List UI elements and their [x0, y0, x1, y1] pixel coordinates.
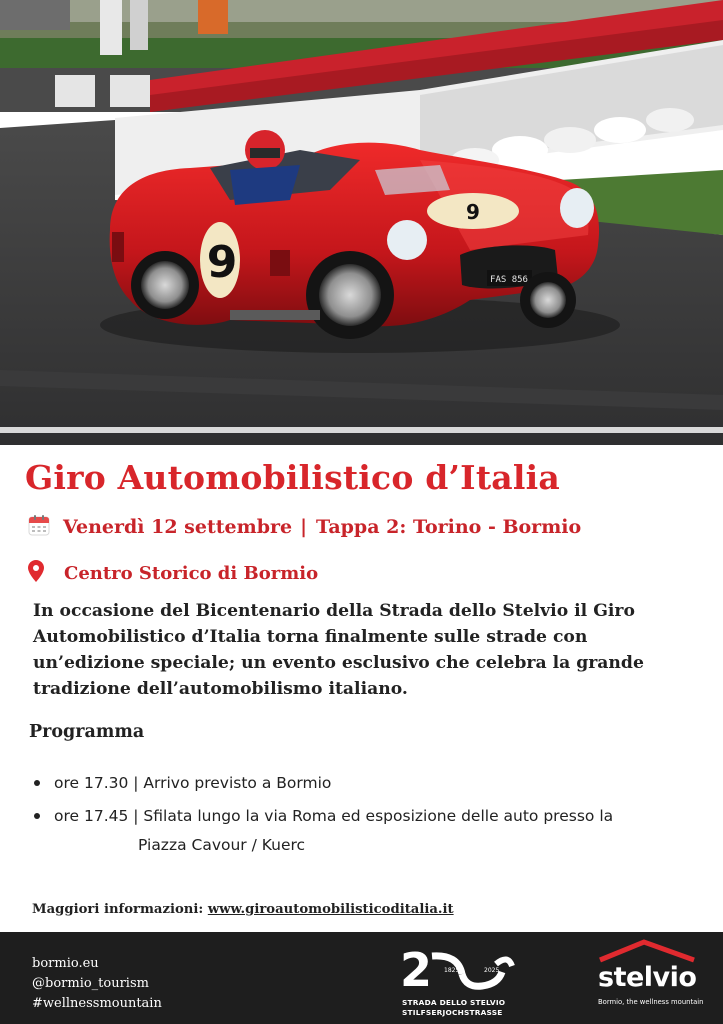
- bicentenary-200-icon: [400, 942, 520, 998]
- race-car-illustration: [0, 0, 723, 445]
- bicentenary-logo: [400, 942, 520, 1020]
- bullet-icon: [34, 813, 40, 819]
- date-stage-separator: |: [300, 516, 308, 538]
- program-item: [34, 801, 613, 834]
- license-plate: FAS 856: [490, 275, 528, 285]
- program-item-continuation: Piazza Cavour / Kuerc: [138, 836, 306, 854]
- year-end: 2025: [484, 967, 500, 974]
- stelvio-wordmark: stelvio: [598, 962, 697, 993]
- hero-photo: [0, 0, 723, 445]
- location-row: [28, 560, 318, 586]
- instagram-handle[interactable]: @bormio_tourism: [32, 976, 149, 991]
- mountain-icon: [594, 938, 704, 964]
- event-location: Centro Storico di Bormio: [64, 562, 319, 584]
- program-list: [34, 768, 613, 834]
- calendar-icon: [28, 514, 50, 540]
- website-link[interactable]: bormio.eu: [32, 956, 99, 971]
- bicentenary-line2: STILFSERJOCHSTRASSE: [402, 1008, 503, 1017]
- svg-text:2: 2: [400, 943, 433, 997]
- more-info-label: Maggiori informazioni:: [32, 902, 204, 917]
- stelvio-logo: [594, 938, 706, 1018]
- program-item-text: ore 17.45 | Sfilata lungo la via Roma ed esposizione delle auto presso la: [54, 807, 614, 825]
- car-number-front: 9: [466, 200, 480, 224]
- event-title: Giro Automobilistico d’Italia: [25, 458, 560, 497]
- bicentenary-line1: STRADA DELLO STELVIO: [402, 998, 506, 1007]
- program-item: [34, 768, 613, 801]
- stelvio-tagline: Bormio, the wellness mountain: [598, 998, 704, 1006]
- event-intro: In occasione del Bicentenario della Strada dello Stelvio il Giro Automobilistico d’Italia torna finalmente sulle strade con un’edizione speciale; un evento esclusivo che celebra la grande tradizione dell’automobilismo italiano.: [33, 601, 644, 699]
- social-links: [32, 954, 162, 1014]
- car-number-side: 9: [206, 237, 238, 288]
- location-pin-icon: [28, 560, 44, 586]
- date-row: [28, 514, 581, 540]
- event-website-link[interactable]: www.giroautomobilisticoditalia.it: [207, 902, 454, 917]
- event-stage: Tappa 2: Torino - Bormio: [316, 516, 582, 538]
- more-info: [32, 902, 454, 917]
- year-start: 1825: [444, 967, 460, 974]
- program-heading: Programma: [29, 722, 145, 742]
- footer: [0, 932, 723, 1024]
- hashtag[interactable]: #wellnessmountain: [32, 996, 162, 1011]
- event-date: Venerdì 12 settembre: [63, 516, 293, 538]
- program-item-text: ore 17.30 | Arrivo previsto a Bormio: [54, 774, 332, 792]
- bullet-icon: [34, 780, 40, 786]
